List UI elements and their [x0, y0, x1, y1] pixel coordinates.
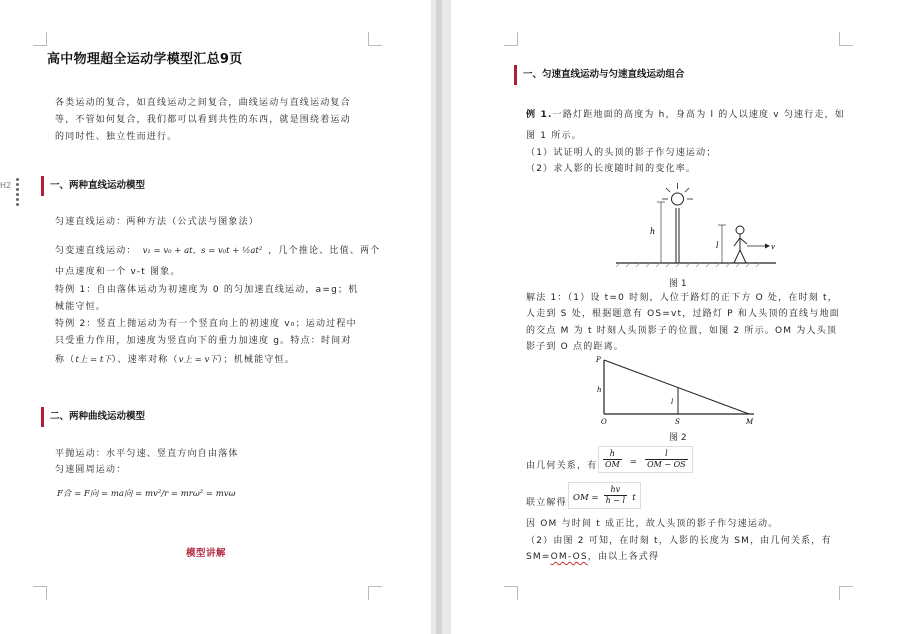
fig2-label-h: h: [597, 386, 602, 394]
fig1-label-v: v: [771, 243, 775, 251]
page-corner-mark: [368, 586, 382, 600]
body-text: ）、速率对称（: [111, 355, 179, 365]
fig2-label-O: O: [601, 418, 607, 426]
fig2-label-S: S: [675, 418, 680, 426]
fraction: [645, 449, 688, 470]
figure-1-caption: 图 1: [669, 279, 687, 289]
figure-2-shadow-geometry: [594, 354, 766, 428]
page-corner-mark: [504, 586, 518, 600]
example-line: 图 1 所示。: [526, 131, 582, 141]
numerator: h: [603, 449, 622, 460]
solution-line: 影子到 O 点的距离。: [526, 342, 625, 352]
question-line: （2）求人影的长度随时间的变化率。: [526, 164, 697, 174]
solve-label: 联立解得: [526, 498, 567, 508]
page-corner-mark: [33, 32, 47, 46]
figure-1-streetlamp: [616, 180, 776, 268]
page-corner-mark: [839, 586, 853, 600]
heading-level-label: H2: [0, 181, 12, 190]
intro-line: 的同时性、独立性而进行。: [55, 132, 178, 142]
formula-lhs: OM =: [573, 493, 599, 503]
solve-formula: [568, 482, 641, 509]
speed-symmetry-formula: v上 = v下: [178, 355, 218, 365]
fig2-label-l: l: [671, 398, 674, 406]
denominator: h − l: [605, 496, 626, 505]
body-text: ，几个推论、比值、两个: [268, 246, 381, 256]
body-text: ）；机械能守恒。: [217, 355, 295, 365]
body-line: 中点速度和一个 v-t 图象。: [55, 267, 181, 277]
fraction: [603, 449, 622, 470]
body-line: 只受重力作用，加速度为竖直向下的重力加速度 g。特点：时间对: [55, 336, 352, 346]
body-text: 匀变速直线运动：: [55, 246, 137, 256]
intro-line: 等，不管如何复合，我们都可以看到共性的东西，就是围绕着运动: [55, 115, 351, 125]
numerator: hv: [604, 485, 628, 496]
section-heading-curved-motion: 二、两种曲线运动模型: [41, 407, 145, 427]
example-line: [526, 107, 845, 124]
circular-motion-formula: F合 = F向 = ma向 = mv²/r = mrω² = mvω: [57, 489, 236, 499]
page-corner-mark: [33, 586, 47, 600]
page-corner-mark: [839, 32, 853, 46]
spellcheck-flagged-text[interactable]: OM-OS: [550, 552, 588, 562]
denominator: OM − OS: [647, 460, 686, 469]
part2-line: [526, 549, 659, 566]
drag-dots-icon[interactable]: [16, 178, 24, 208]
figure-2-caption: 图 2: [669, 433, 687, 443]
kinematics-formula: v₁ = v₀ + at，s = v₀t + ½at²: [142, 246, 263, 256]
fig1-label-h: h: [650, 227, 656, 236]
document-page-right: [451, 0, 907, 634]
body-text: 称（: [55, 355, 76, 365]
geometry-relation-label: 由几何关系，有: [526, 461, 598, 471]
example-text: 一路灯距地面的高度为 h，身高为 l 的人以速度 v 匀速行走，如: [552, 110, 846, 120]
numerator: l: [645, 449, 688, 460]
section-heading-uniform-combination: 一、匀速直线运动与匀速直线运动组合: [514, 65, 685, 85]
scrollbar[interactable]: [436, 0, 442, 634]
fig2-label-M: M: [746, 418, 754, 426]
time-symmetry-formula: t上 = t下: [75, 355, 112, 365]
body-text: SM=: [526, 552, 551, 562]
equals-sign: =: [629, 457, 637, 467]
document-title: 高中物理超全运动学模型汇总9页: [47, 52, 243, 67]
solution-line: 的交点 M 为 t 时刻人头顶影子的位置，如图 2 所示。OM 为人头顶: [526, 326, 838, 336]
body-line: 匀速直线运动：两种方法（公式法与图象法）: [55, 217, 260, 227]
page-corner-mark: [368, 32, 382, 46]
denominator: OM: [605, 460, 620, 469]
body-line: [55, 352, 295, 369]
document-page-left: [0, 0, 431, 634]
body-line: 械能守恒。: [55, 302, 107, 312]
intro-line: 各类运动的复合，如直线运动之间复合，曲线运动与直线运动复合: [55, 98, 351, 108]
formula-variable: t: [632, 493, 636, 503]
body-line: [55, 243, 380, 260]
body-line: 平抛运动：水平匀速、竖直方向自由落体: [55, 449, 239, 459]
model-explanation-link[interactable]: 模型讲解: [186, 548, 227, 559]
solution-line: 人走到 S 处，根据题意有 OS=vt，过路灯 P 和人头顶的直线与地面: [526, 309, 840, 319]
question-line: （1）试证明人的头顶的影子作匀速运动；: [526, 148, 717, 158]
page-corner-mark: [504, 32, 518, 46]
fraction: [604, 485, 628, 506]
example-label: 例 1.: [526, 110, 553, 120]
solution-line: 解法 1：（1）设 t=0 时刻，人位于路灯的正下方 O 处，在时刻 t，: [526, 293, 838, 303]
body-line: 特例 2：竖直上抛运动为有一个竖直向上的初速度 v₀；运动过程中: [55, 319, 357, 329]
part2-line: （2）由图 2 可知，在时刻 t，人影的长度为 SM，由几何关系，有: [526, 536, 832, 546]
body-line: 匀速圆周运动：: [55, 465, 127, 475]
body-line: 特例 1：自由落体运动为初速度为 0 的匀加速直线运动，a=g；机: [55, 285, 359, 295]
fig2-label-P: P: [596, 356, 601, 364]
geometry-relation-formula: [598, 446, 693, 473]
body-text: ，由以上各式得: [587, 552, 660, 562]
conclusion-line: 因 OM 与时间 t 成正比，故人头顶的影子作匀速运动。: [526, 519, 779, 529]
fig1-label-l: l: [716, 241, 719, 250]
section-heading-linear-motion: 一、两种直线运动模型: [41, 176, 145, 196]
